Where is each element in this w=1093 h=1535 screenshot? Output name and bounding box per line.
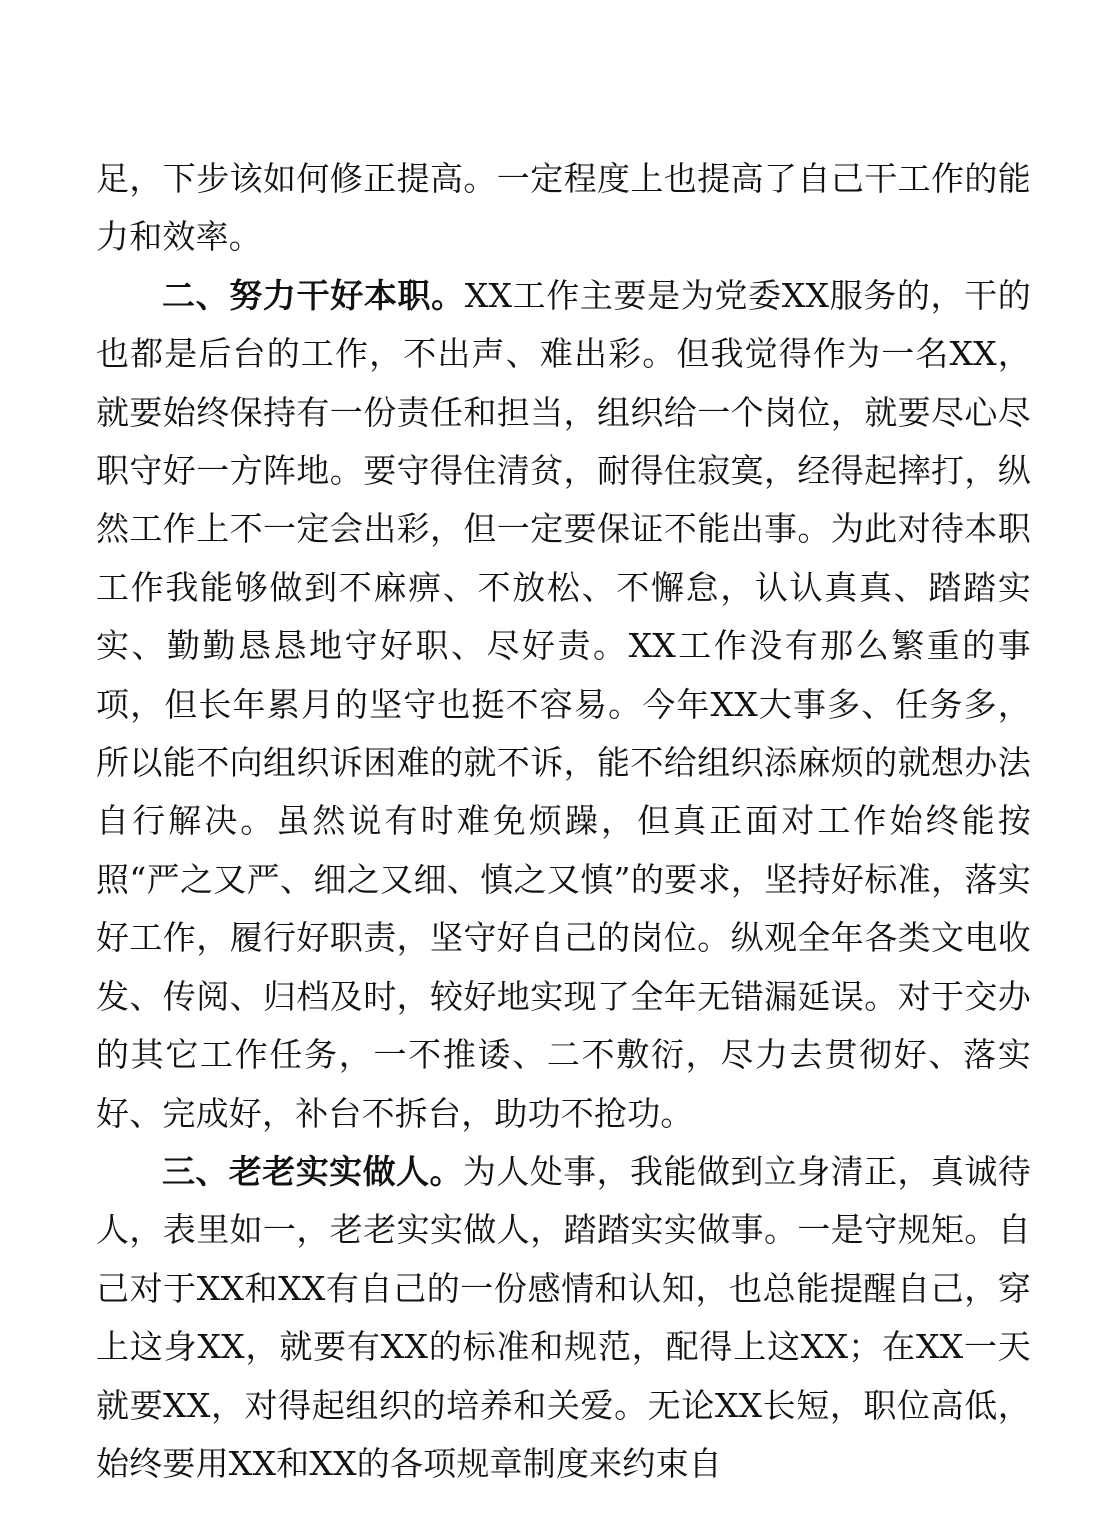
paragraph-section-2 bbox=[96, 267, 1031, 1143]
paragraph-continuation bbox=[96, 150, 1031, 267]
paragraph-section-3 bbox=[96, 1143, 1031, 1493]
section-3-heading: 三、老老实实做人。 bbox=[162, 1151, 463, 1191]
document-body bbox=[96, 150, 1031, 1493]
section-2-text: XX工作主要是为党委XX服务的，干的也都是后台的工作，不出声、难出彩。但我觉得作为一名XX，就要始终保持有一份责任和担当，组织给一个岗位，就要尽心尽职守好一方阵地。要守得住清贫，耐得住寂寞，经得起摔打，纵然工作上不一定会出彩，但一定要保证不能出事。为此对待本职工作我能够做到不麻痹、不放松、不懈怠，认认真真、踏踏实实、勤勤恳恳地守好职、尽好责。XX工作没有那么繁重的事项，但长年累月的坚守也挺不容易。今年XX大事多、任务多，所以能不向组织诉困难的就不诉，能不给组织添麻烦的就想办法自行解决。虽然说有时难免烦躁，但真正面对工作始终能按照“严之又严、细之又细、慎之又慎”的要求，坚持好标准，落实好工作，履行好职责，坚守好自己的岗位。纵观全年各类文电收发、传阅、归档及时，较好地实现了全年无错漏延误。对于交办的其它工作任务，一不推诿、二不敷衍，尽力去贯彻好、落实好、完成好，补台不拆台，助功不抢功。 bbox=[96, 275, 1031, 1133]
paragraph-1-text: 足，下步该如何修正提高。一定程度上也提高了自己干工作的能力和效率。 bbox=[96, 159, 1031, 257]
section-3-text: 为人处事，我能做到立身清正，真诚待人，表里如一，老老实实做人，踏踏实实做事。一是守规矩。自己对于XX和XX有自己的一份感情和认知，也总能提醒自己，穿上这身XX，就要有XX的标准和规范，配得上这XX；在XX一天就要XX，对得起组织的培养和关爱。无论XX长短，职位高低，始终要用XX和XX的各项规章制度来约束自 bbox=[96, 1151, 1031, 1483]
section-2-heading: 二、努力干好本职。 bbox=[162, 275, 465, 315]
